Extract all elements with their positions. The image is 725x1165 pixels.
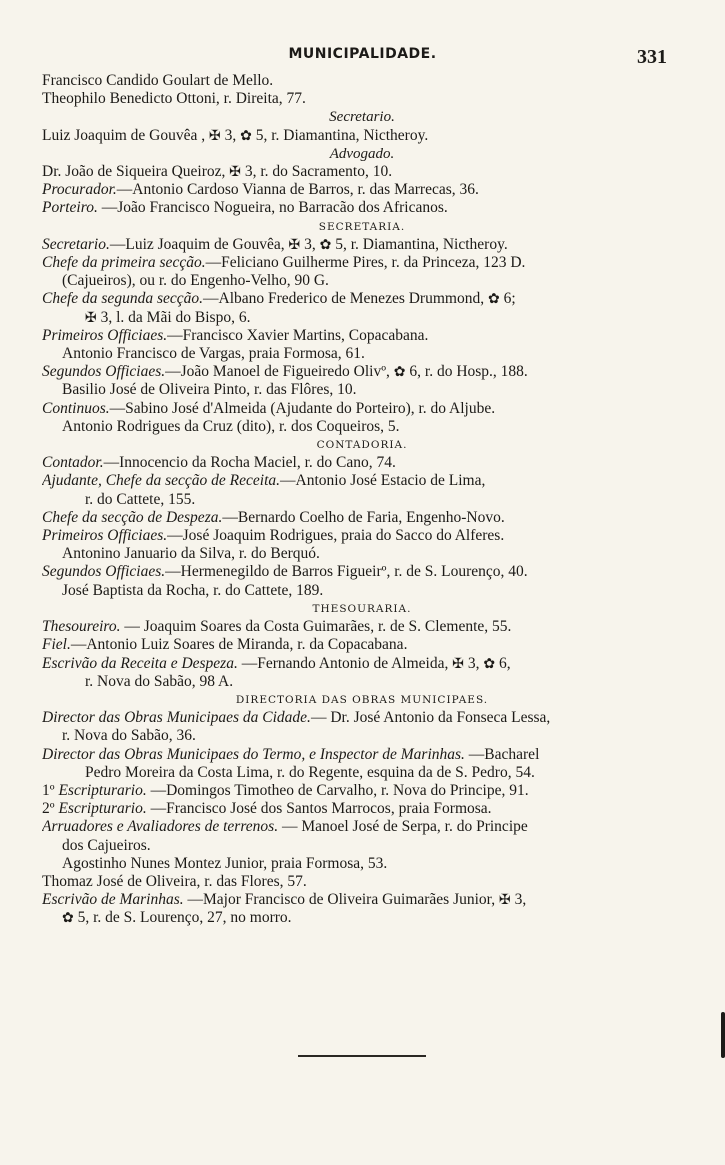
- entry-line: [42, 636, 682, 654]
- entry-line: [42, 709, 682, 727]
- entry-line: [42, 855, 682, 873]
- role-label: Primeiros Officiaes.: [42, 326, 168, 344]
- running-title: MUNICIPALIDADE.: [288, 46, 437, 62]
- entry-line: [42, 345, 682, 363]
- role-label: Director das Obras Municipaes da Cidade.: [42, 709, 311, 727]
- entry-text: — Manoel José de Serpa, r. do Principe: [278, 818, 528, 836]
- section-heading: THESOURARIA.: [312, 602, 412, 615]
- entry-text: 6, r. do Hosp., 188.: [405, 363, 528, 381]
- entry-text: —Antonio Cardoso Vianna de Barros, r. das Marrecas, 36.: [116, 181, 479, 199]
- role-label: Ajudante, Chefe da secção de Receita.: [42, 472, 281, 490]
- entry-line: [42, 491, 682, 509]
- order-rose-icon: ✿: [62, 910, 74, 927]
- entry-text: 3, l. da Mãi do Bispo, 6.: [96, 308, 251, 326]
- entry-text: Dr. João de Siqueira Queiroz,: [42, 163, 230, 181]
- entry-line: [42, 127, 682, 145]
- role-subheading: Advogado.: [329, 145, 395, 162]
- entry-text: —Domingos Timotheo de Carvalho, r. Nova do Principe, 91.: [146, 781, 529, 799]
- entry-line: [42, 472, 682, 490]
- entry-line: [42, 582, 682, 600]
- order-cross-icon: ✠: [288, 236, 301, 253]
- entry-line: [42, 236, 682, 254]
- entry-text: Pedro Moreira da Costa Lima, r. do Regente, esquina da de S. Pedro, 54.: [85, 763, 535, 781]
- order-cross-icon: ✠: [452, 655, 464, 672]
- order-rose-icon: ✿: [487, 291, 500, 308]
- order-cross-icon: ✠: [229, 164, 241, 181]
- role-label: Chefe da segunda secção.: [42, 290, 203, 308]
- entry-line: [42, 181, 682, 199]
- order-cross-icon: ✠: [85, 309, 97, 326]
- entry-text: 3, r. do Sacramento, 10.: [240, 163, 393, 181]
- entry-text: —Sabino José d'Almeida (Ajudante do Porteiro), r. do Aljube.: [109, 399, 496, 417]
- entry-line: [42, 272, 682, 290]
- entry-line: [42, 72, 682, 90]
- entry-line: [42, 545, 682, 563]
- entry-text: 5, r. de S. Lourenço, 27, no morro.: [73, 909, 292, 927]
- page-edge-mark: [721, 1012, 725, 1058]
- role-subheading: Secretario.: [329, 109, 395, 126]
- order-rose-icon: ✿: [483, 655, 496, 672]
- entry-line: [42, 454, 682, 472]
- entry-text: —José Joaquim Rodrigues, praia do Sacco do Alferes.: [167, 527, 505, 545]
- entry-text: —Innocencio da Rocha Maciel, r. do Cano, 74.: [103, 454, 396, 472]
- entry-line: [42, 618, 682, 636]
- entry-text: r. Nova do Sabão, 98 A.: [85, 672, 234, 690]
- entry-text: r. do Cattete, 155.: [85, 490, 196, 508]
- role-label: Segundos Officiaes.: [42, 563, 166, 581]
- role-label: Secretario.: [42, 235, 110, 253]
- entry-line: [42, 254, 682, 272]
- entry-line: [42, 818, 682, 836]
- entry-line: [42, 563, 682, 581]
- entry-text: —Hermenegildo de Barros Figueirº, r. de S. Lourenço, 40.: [165, 563, 528, 581]
- entry-line: [42, 764, 682, 782]
- entry-line: [42, 290, 682, 308]
- entry-line: [42, 673, 682, 691]
- section-heading: DIRECTORIA DAS OBRAS MUNICIPAES.: [235, 693, 489, 706]
- entry-line: [42, 891, 682, 909]
- entry-text: —Feliciano Guilherme Pires, r. da Princeza, 123 D.: [205, 254, 526, 272]
- entry-text: —Luiz Joaquim de Gouvêa,: [109, 235, 289, 253]
- role-label: Director das Obras Municipaes do Termo, e Inspector de Marinhas.: [42, 745, 465, 763]
- entry-line: [42, 909, 682, 927]
- entry-text: 3,: [510, 891, 527, 909]
- entry-text: —Bernardo Coelho de Faria, Engenho-Novo.: [222, 508, 505, 526]
- entry-text: Theophilo Benedicto Ottoni, r. Direita, 77.: [42, 90, 306, 108]
- entry-line: [42, 873, 682, 891]
- entry-line: [42, 90, 682, 108]
- closing-rule: [298, 1055, 426, 1057]
- order-cross-icon: ✠: [209, 127, 221, 144]
- entry-text: —João Francisco Nogueira, no Barracão dos Africanos.: [97, 199, 448, 217]
- entry-text: dos Cajueiros.: [62, 836, 151, 854]
- role-label: Continuos.: [42, 399, 110, 417]
- entry-text: —Antonio José Estacio de Lima,: [280, 472, 486, 490]
- role-label: Escrivão de Marinhas.: [42, 891, 184, 909]
- order-cross-icon: ✠: [498, 892, 511, 909]
- entry-text: Luiz Joaquim de Gouvêa ,: [42, 126, 210, 144]
- role-label: Chefe da secção de Despeza.: [42, 508, 223, 526]
- entry-text: Basilio José de Oliveira Pinto, r. das Flôres, 10.: [62, 381, 357, 399]
- entry-text: —Fernando Antonio de Almeida,: [237, 654, 453, 672]
- section-heading: CONTADORIA.: [316, 439, 408, 452]
- entry-text: 3,: [300, 235, 320, 253]
- entry-line: [42, 309, 682, 327]
- entry-text: —Albano Frederico de Menezes Drummond,: [203, 290, 488, 308]
- role-label: Escrivão da Receita e Despeza.: [42, 654, 238, 672]
- ordinal: 2º: [42, 800, 59, 818]
- role-label: Chefe da primeira secção.: [42, 254, 206, 272]
- entry-line: [42, 527, 682, 545]
- entry-text: Antonio Rodrigues da Cruz (dito), r. dos Coqueiros, 5.: [62, 417, 400, 435]
- entry-line: [42, 199, 682, 217]
- ordinal: 1º: [42, 781, 59, 799]
- entry-text: — Dr. José Antonio da Fonseca Lessa,: [310, 709, 551, 727]
- role-label: Porteiro.: [42, 199, 98, 217]
- entry-text: Thomaz José de Oliveira, r. das Flores, 57.: [42, 872, 307, 890]
- entry-text: r. Nova do Sabão, 36.: [62, 727, 196, 745]
- role-label: Primeiros Officiaes.: [42, 527, 168, 545]
- role-label: Contador.: [42, 454, 104, 472]
- entry-text: Francisco Candido Goulart de Mello.: [42, 72, 274, 89]
- role-label: Segundos Officiaes.: [42, 363, 166, 381]
- section-heading: SECRETARIA.: [318, 220, 406, 233]
- entry-line: [42, 800, 682, 818]
- entry-line: [42, 327, 682, 345]
- entry-text: —Major Francisco de Oliveira Guimarães Junior,: [183, 891, 499, 909]
- entry-line: [42, 381, 682, 399]
- entry-line: [42, 363, 682, 381]
- entry-text: 6,: [495, 654, 511, 672]
- entry-text: —Francisco Xavier Martins, Copacabana.: [167, 326, 429, 344]
- entry-text: Agostinho Nunes Montez Junior, praia Formosa, 53.: [62, 854, 388, 872]
- role-label: Escripturario.: [58, 781, 147, 799]
- page-number: 331: [637, 46, 667, 68]
- role-label: Escripturario.: [58, 800, 147, 818]
- entry-text: —Bacharel: [464, 745, 540, 763]
- entry-text: 6;: [499, 290, 516, 308]
- entry-text: 3,: [463, 654, 484, 672]
- order-rose-icon: ✿: [240, 127, 252, 144]
- entry-line: [42, 400, 682, 418]
- entry-line: [42, 418, 682, 436]
- entry-line: [42, 163, 682, 181]
- entry-text: (Cajueiros), ou r. do Engenho-Velho, 90 G.: [62, 272, 329, 290]
- entry-text: 5, r. Diamantina, Nictheroy.: [251, 126, 429, 144]
- role-label: Thesoureiro.: [42, 618, 121, 636]
- entry-text: Antonio Francisco de Vargas, praia Formosa, 61.: [62, 345, 365, 363]
- directory-listing: [42, 72, 682, 928]
- entry-text: —Francisco José dos Santos Marrocos, praia Formosa.: [146, 800, 492, 818]
- entry-line: [42, 727, 682, 745]
- role-label: Procurador.: [42, 181, 117, 199]
- entry-text: —Antonio Luiz Soares de Miranda, r. da Copacabana.: [70, 636, 408, 654]
- entry-line: [42, 746, 682, 764]
- page-header: [0, 46, 725, 70]
- entry-line: [42, 837, 682, 855]
- entry-text: 3,: [220, 126, 241, 144]
- entry-text: 5, r. Diamantina, Nictheroy.: [331, 235, 508, 253]
- entry-line: [42, 509, 682, 527]
- role-label: Arruadores e Avaliadores de terrenos.: [42, 818, 279, 836]
- entry-text: Antonino Januario da Silva, r. do Berquó.: [62, 545, 320, 563]
- order-rose-icon: ✿: [393, 364, 406, 381]
- role-label: Fiel.: [42, 636, 71, 654]
- order-rose-icon: ✿: [319, 236, 332, 253]
- entry-text: — Joaquim Soares da Costa Guimarães, r. de S. Clemente, 55.: [120, 618, 512, 636]
- entry-line: [42, 655, 682, 673]
- entry-text: —João Manoel de Figueiredo Olivº,: [165, 363, 394, 381]
- entry-text: José Baptista da Rocha, r. do Cattete, 189.: [62, 581, 324, 599]
- entry-line: [42, 782, 682, 800]
